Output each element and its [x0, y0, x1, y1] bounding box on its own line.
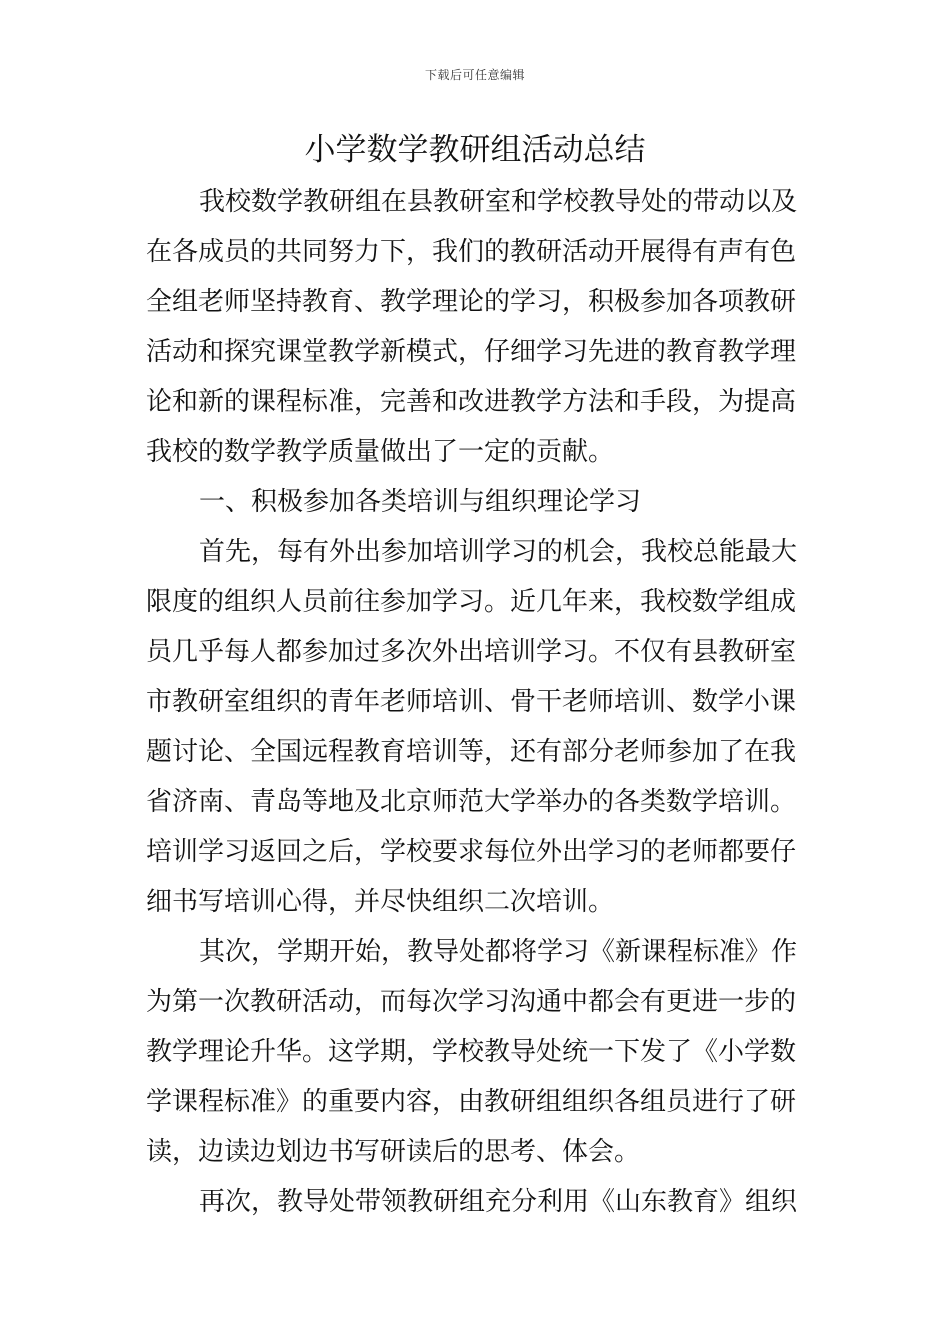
document-body [146, 177, 806, 1227]
text-line: 限度的组织人员前往参加学习。近几年来，我校数学组成 [146, 587, 797, 617]
text-line: 首先，每有外出参加培训学习的机会，我校总能最大 [199, 537, 798, 567]
text-line: 再次，教导处带领教研组充分利用《山东教育》组织 [199, 1187, 798, 1217]
text-line: 在各成员的共同努力下，我们的教研活动开展得有声有色 [146, 237, 797, 267]
text-line: 员几乎每人都参加过多次外出培训学习。不仅有县教研室 [146, 637, 797, 667]
text-line: 教学理论升华。这学期，学校教导处统一下发了《小学数 [146, 1037, 797, 1067]
text-line: 为第一次教研活动，而每次学习沟通中都会有更进一步的 [146, 987, 797, 1017]
text-line: 其次，学期开始，教导处都将学习《新课程标准》作 [199, 937, 798, 967]
document-title: 小学数学教研组活动总结 [304, 132, 646, 168]
section-heading: 一、积极参加各类培训与组织理论学习 [199, 487, 642, 517]
text-line: 题讨论、全国远程教育培训等，还有部分老师参加了在我 [146, 737, 797, 767]
text-line: 培训学习返回之后，学校要求每位外出学习的老师都要仔 [146, 837, 797, 867]
text-line: 读，边读边划边书写研读后的思考、体会。 [146, 1137, 641, 1167]
header-note: 下载后可任意编辑 [424, 68, 525, 82]
text-line: 我校数学教研组在县教研室和学校教导处的带动以及 [199, 187, 798, 217]
text-line: 论和新的课程标准，完善和改进教学方法和手段，为提高 [146, 387, 797, 417]
text-line: 细书写培训心得，并尽快组织二次培训。 [146, 887, 615, 917]
text-line: 市教研室组织的青年老师培训、骨干老师培训、数学小课 [146, 687, 797, 717]
text-line: 活动和探究课堂教学新模式，仔细学习先进的教育教学理 [146, 337, 797, 367]
text-line: 我校的数学教学质量做出了一定的贡献。 [146, 437, 615, 467]
text-line: 省济南、青岛等地及北京师范大学举办的各类数学培训。 [146, 787, 797, 817]
text-line: 全组老师坚持教育、教学理论的学习，积极参加各项教研 [146, 287, 797, 317]
text-line: 学课程标准》的重要内容，由教研组组织各组员进行了研 [146, 1087, 797, 1117]
